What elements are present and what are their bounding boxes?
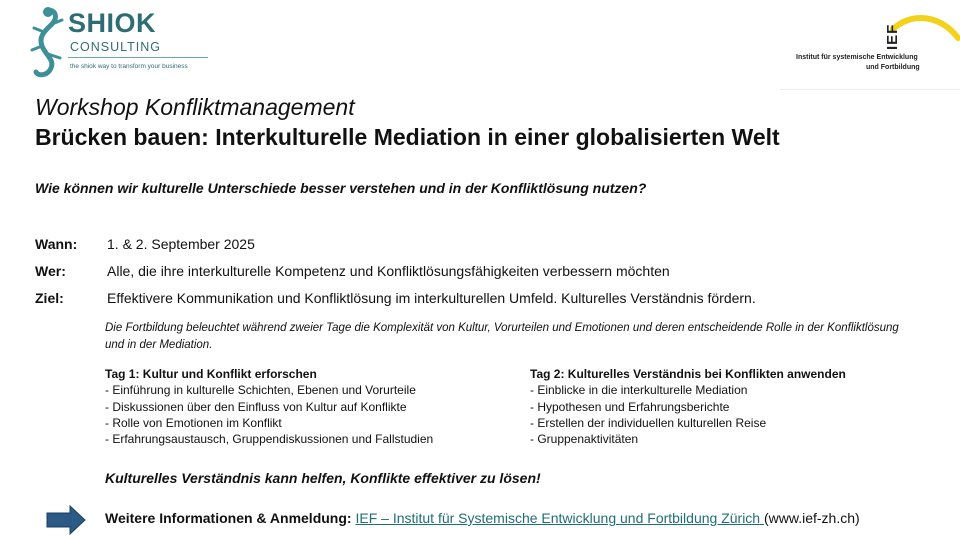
ief-name-line1: Institut für systemische Entwicklung (796, 54, 918, 61)
who-label: Wer: (35, 263, 66, 279)
workshop-subtitle: Workshop Konfliktmanagement (35, 94, 355, 120)
list-item: - Einführung in kulturelle Schichten, Ebenen und Vorurteile (105, 383, 416, 398)
list-item: - Hypothesen und Erfahrungsberichte (530, 399, 730, 414)
more-info-label: Weitere Informationen & Anmeldung: (105, 510, 352, 526)
day1-block (105, 366, 433, 447)
logo-brand-sub: CONSULTING (70, 40, 162, 54)
gecko-icon (28, 6, 68, 78)
day1-title: Tag 1: Kultur und Konflikt erforschen (105, 367, 317, 381)
ief-logo (780, 4, 960, 90)
who-value: Alle, die ihre interkulturelle Kompetenz und Konfliktlösungsfähigkeiten verbessern möchten (107, 263, 670, 279)
workshop-title: Brücken bauen: Interkulturelle Mediation in einer globalisierten Welt (35, 124, 780, 150)
day2-title: Tag 2: Kulturelles Verständnis bei Konflikten anwenden (530, 367, 846, 381)
list-item: - Einblicke in die interkulturelle Mediation (530, 383, 748, 398)
goal-value: Effektivere Kommunikation und Konfliktlösung im interkulturellen Umfeld. Kulturelles Verständnis fördern. (107, 290, 756, 306)
logo-divider (68, 57, 208, 58)
shiok-consulting-logo (28, 6, 218, 76)
when-label: Wann: (35, 236, 78, 252)
guiding-question: Wie können wir kulturelle Unterschiede besser verstehen und in der Konfliktlösung nutzen? (35, 180, 647, 196)
list-item: - Rolle von Emotionen im Konflikt (105, 415, 282, 430)
when-value: 1. & 2. September 2025 (107, 236, 255, 252)
list-item: - Diskussionen über den Einfluss von Kultur auf Konflikte (105, 399, 407, 414)
ief-name-line2: und Fortbildung (866, 64, 920, 71)
logo-brand-name: SHIOK (68, 8, 157, 38)
goal-label: Ziel: (35, 290, 64, 306)
conclusion-statement: Kulturelles Verständnis kann helfen, Konflikte effektiver zu lösen! (105, 470, 541, 486)
list-item: - Erstellen der individuellen kulturellen Reise (530, 415, 767, 430)
arrow-right-icon (46, 505, 86, 535)
list-item: - Erfahrungsaustausch, Gruppendiskussionen und Fallstudien (105, 432, 434, 447)
list-item: - Gruppenaktivitäten (530, 432, 639, 447)
ief-link[interactable]: IEF – Institut für Systemische Entwicklung und Fortbildung Zürich (355, 510, 764, 526)
logo-tagline: the shiok way to transform your business (70, 63, 188, 70)
website-text: (www.ief-zh.ch) (763, 510, 860, 526)
logo-separator (780, 89, 960, 90)
ief-mark: IEF (884, 23, 901, 50)
course-description: Die Fortbildung beleuchtet während zweier Tage die Komplexität von Kultur, Vorurteilen und Emotionen und deren entscheidende Rolle in der Konfliktlösung und in der Mediation. (105, 322, 899, 351)
more-info (105, 510, 860, 526)
day2-block (530, 366, 846, 447)
